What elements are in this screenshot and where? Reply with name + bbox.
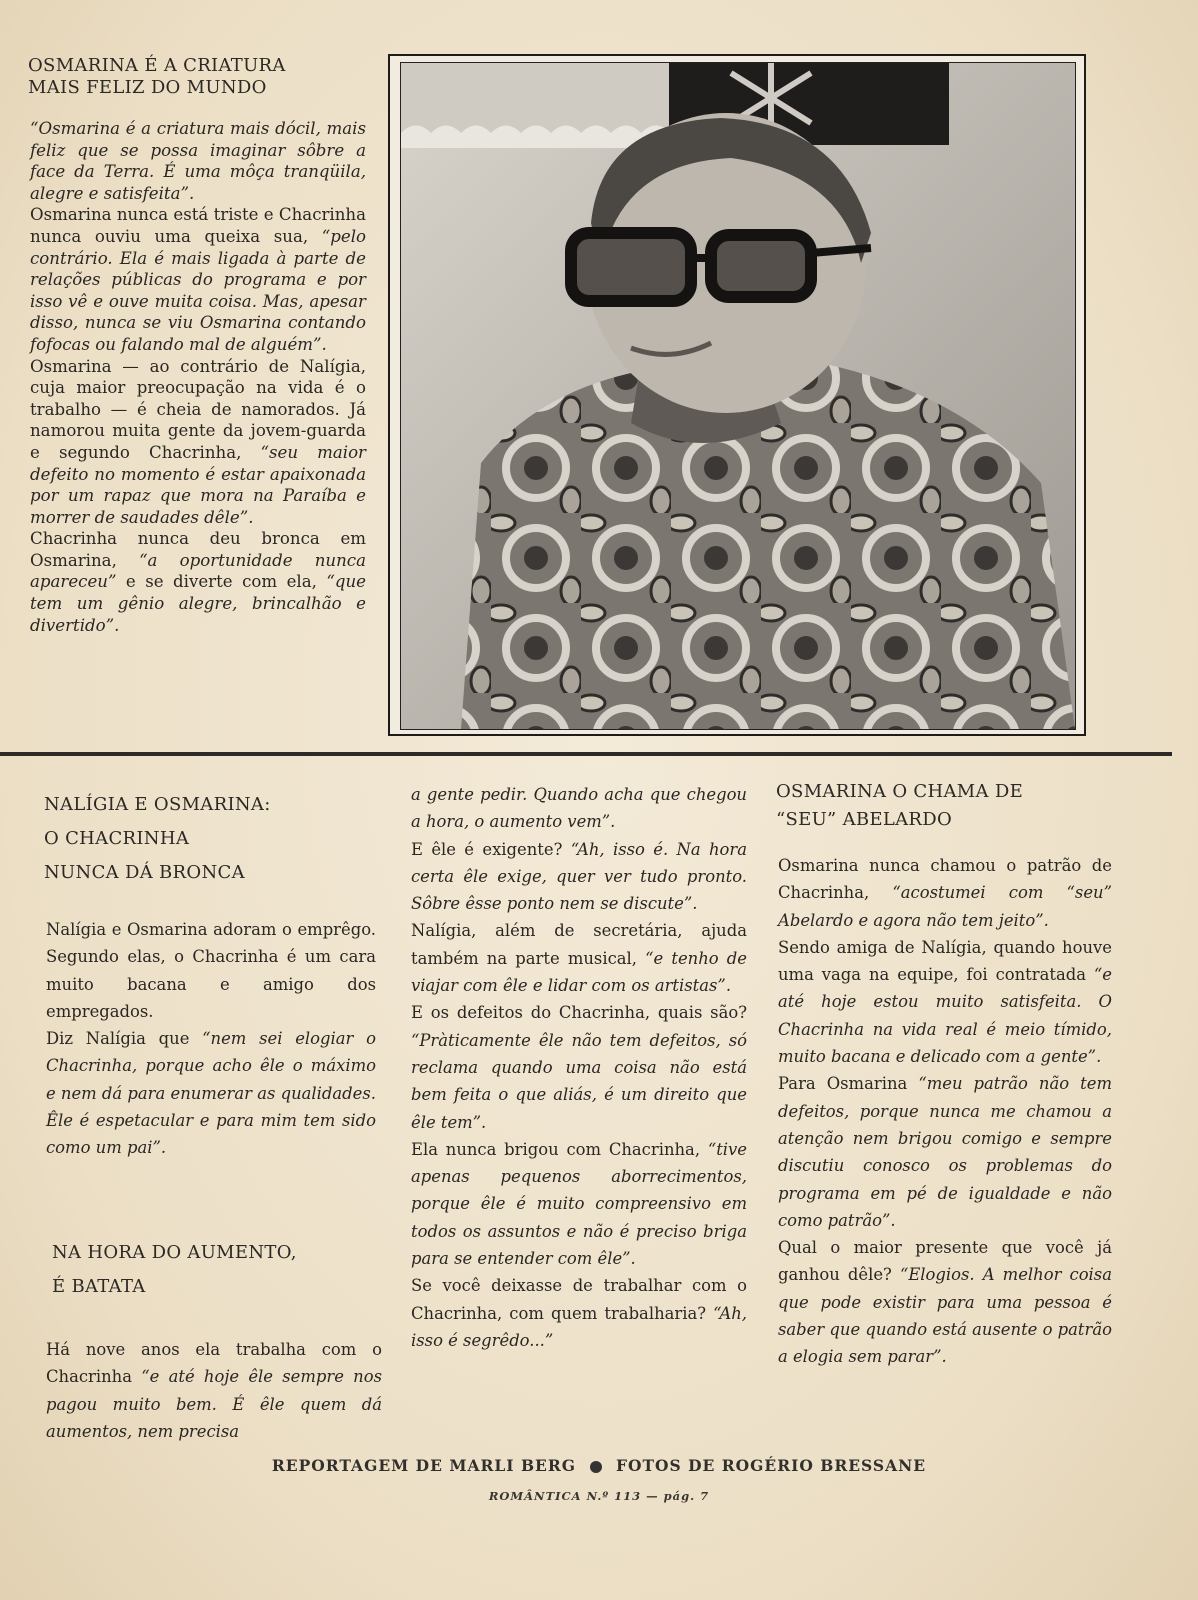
- quoted-text: “a oportunidade nunca apareceu”: [30, 550, 366, 592]
- body-text: Osmarina — ao contrário de Nalígia, cuja maior preocupação na vida é o trabalho — é cheia de namorados. Já namorou muita gente da jovem-guarda e segundo Chacrinha,: [30, 356, 366, 462]
- paragraph: [778, 1070, 1112, 1234]
- col1-body-1: [46, 916, 376, 1162]
- body-text: Ela nunca brigou com Chacrinha,: [411, 1139, 708, 1159]
- body-text: Osmarina nunca chamou o patrão de Chacrinha,: [778, 856, 1112, 903]
- heading-line: MAIS FELIZ DO MUNDO: [28, 77, 267, 98]
- body-text: Diz Nalígia que: [46, 1029, 203, 1049]
- paragraph: [778, 934, 1112, 1070]
- quoted-text: “Pràticamente êle não tem defeitos, só reclama quando uma coisa não está bem feita o que aliás, é um direito que êle tem”.: [411, 1030, 747, 1132]
- paragraph: [30, 204, 366, 355]
- paragraph: [46, 916, 376, 1025]
- body-text: E os defeitos do Chacrinha, quais são?: [411, 1003, 747, 1023]
- paragraph: [411, 781, 747, 836]
- quoted-text: “Elogios. A melhor coisa que pode existir para uma pessoa é saber que quando está ausente o patrão a elogia sem parar”.: [778, 1265, 1112, 1367]
- heading-line: NUNCA DÁ BRONCA: [44, 862, 245, 883]
- section-divider: [0, 752, 1172, 756]
- quoted-text: “Ah, isso é. Na hora certa êle exige, quer ver tudo pronto. Sôbre êsse ponto nem se discute”.: [411, 839, 748, 914]
- bullet-icon: [590, 1461, 602, 1473]
- heading-line: OSMARINA É A CRIATURA: [28, 55, 286, 76]
- credits-line: [0, 1456, 1198, 1475]
- paragraph: [411, 836, 747, 918]
- col1-body-2: [46, 1336, 382, 1445]
- paragraph: [411, 917, 747, 999]
- quoted-text: “pelo contrário. Ela é mais ligada à parte de relações públicas do programa e por isso vê e ouve muita coisa. Mas, apesar disso, nunca se viu Osmarina contando fofocas ou falando mal de alguém”.: [30, 226, 366, 354]
- body-text: Osmarina nunca está triste e Chacrinha nunca ouviu uma queixa sua,: [30, 205, 366, 246]
- col2-body: [411, 781, 747, 1354]
- paragraph: [778, 852, 1112, 934]
- body-text: e se diverte com ela,: [116, 572, 327, 592]
- quoted-text: “meu patrão não tem defeitos, porque nunca me chamou a atenção nem brigou comigo e sempre discutiu conosco os problemas do programa em pé de igualdade e não como patrão”.: [778, 1074, 1112, 1230]
- portrait-image-icon: [401, 63, 1075, 729]
- quoted-text: “acostumei com “seu” Abelardo e agora não tem jeito”.: [778, 883, 1112, 930]
- quoted-text: “nem sei elogiar o Chacrinha, porque acho êle o máximo e nem dá para enumerar as qualidades. Êle é espetacular e para mim tem sido como um pai”.: [46, 1029, 376, 1158]
- paragraph: [411, 999, 747, 1135]
- body-text: Qual o maior presente que você já ganhou dêle?: [778, 1238, 1112, 1285]
- photo-frame: [388, 54, 1086, 736]
- body-text: Se você deixasse de trabalhar com o Chacrinha, com quem trabalharia?: [411, 1276, 747, 1323]
- heading-line: OSMARINA O CHAMA DE: [776, 781, 1024, 802]
- body-text: Nalígia e Osmarina adoram o emprêgo. Segundo elas, o Chacrinha é um cara muito bacana e amigo dos empregados.: [46, 920, 376, 1021]
- paragraph: [46, 1336, 382, 1445]
- page-number: ROMÂNTICA N.º 113 — pág. 7: [488, 1489, 710, 1503]
- paragraph: [30, 528, 366, 636]
- col1-heading-2: [52, 1236, 297, 1304]
- heading-line: NA HORA DO AUMENTO,: [52, 1242, 297, 1263]
- paragraph: [46, 1025, 376, 1161]
- quoted-text: “Osmarina é a criatura mais dócil, mais feliz que se possa imaginar sôbre a face da Terra. É uma môça tranqüila, alegre e satisfeita”.: [30, 119, 366, 203]
- paragraph: [778, 1234, 1112, 1370]
- quoted-text: “e até hoje estou muito satisfeita. O Chacrinha na vida real é meio tímido, muito bacana e delicado com a gente”.: [778, 965, 1112, 1067]
- quoted-text: “seu maior defeito no momento é estar apaixonada por um rapaz que mora na Paraíba e morrer de saudades dêle”.: [30, 442, 366, 527]
- col1-heading: [44, 788, 271, 890]
- paragraph: [30, 118, 366, 204]
- quoted-text: “tive apenas pequenos aborrecimentos, porque êle é muito compreensivo em todos os assuntos e não é preciso briga para se entender com êle”.: [411, 1139, 747, 1269]
- heading-line: É BATATA: [52, 1276, 146, 1297]
- paragraph: [411, 1136, 747, 1272]
- body-text: Há nove anos ela trabalha com o Chacrinha: [46, 1340, 382, 1387]
- paragraph: [30, 356, 366, 529]
- heading-line: O CHACRINHA: [44, 828, 190, 849]
- body-text: Nalígia, além de secretária, ajuda também na parte musical,: [411, 921, 747, 968]
- quoted-text: “que tem um gênio alegre, brincalhão e divertido”.: [30, 572, 366, 635]
- photo-credit: FOTOS DE ROGÉRIO BRESSANE: [615, 1456, 927, 1475]
- paragraph: [411, 1272, 747, 1354]
- col3-heading: [776, 778, 1023, 834]
- body-text: Sendo amiga de Nalígia, quando houve uma vaga na equipe, foi contratada: [778, 937, 1112, 985]
- quoted-text: “e até hoje êle sempre nos pagou muito bem. É êle quem dá aumentos, nem precisa: [46, 1367, 382, 1441]
- top-article-body: [30, 118, 366, 636]
- heading-line: “SEU” ABELARDO: [776, 809, 953, 830]
- portrait-photo: [400, 62, 1076, 730]
- quoted-text: a gente pedir. Quando acha que chegou a hora, o aumento vem”.: [411, 785, 747, 832]
- heading-line: NALÍGIA E OSMARINA:: [44, 794, 271, 815]
- top-article-heading: [28, 55, 286, 99]
- reporter-credit: REPORTAGEM DE MARLI BERG: [271, 1456, 576, 1475]
- body-text: E êle é exigente?: [411, 839, 571, 859]
- quoted-text: “Ah, isso é segrêdo...”: [411, 1303, 747, 1350]
- quoted-text: “e tenho de viajar com êle e lidar com os artistas”.: [411, 948, 747, 996]
- body-text: Para Osmarina: [778, 1074, 919, 1094]
- body-text: Chacrinha nunca deu bronca em Osmarina,: [30, 529, 366, 570]
- col3-body: [778, 852, 1112, 1371]
